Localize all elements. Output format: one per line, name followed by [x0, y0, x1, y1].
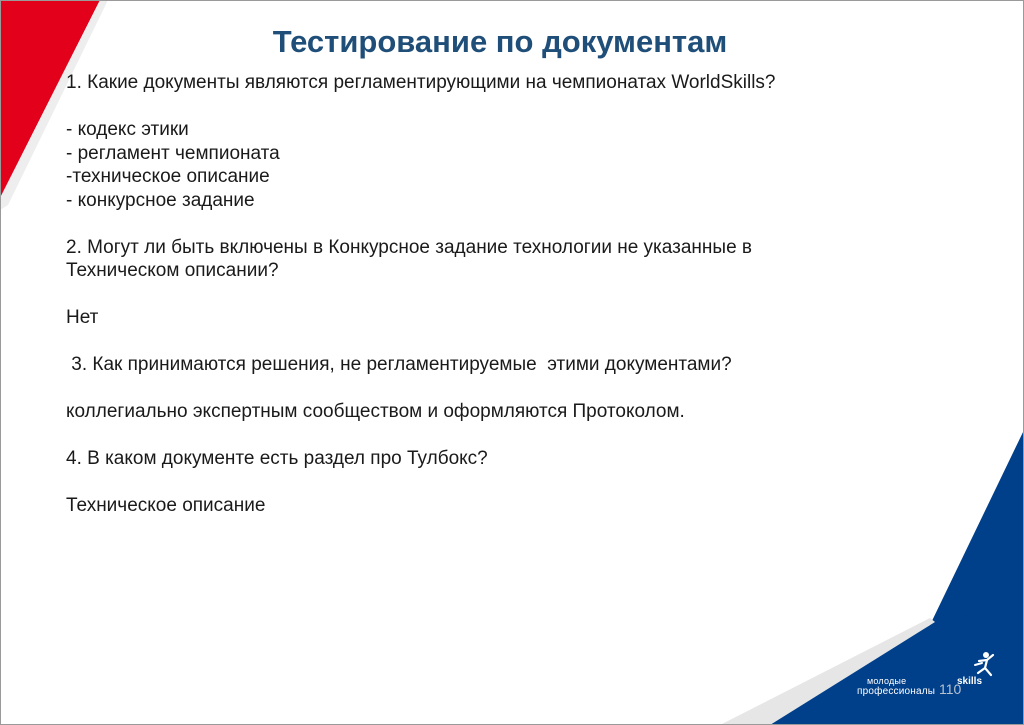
answer-1-item-3: -техническое описание [66, 166, 270, 187]
spacer [66, 95, 946, 119]
worldskills-figure-icon [973, 651, 997, 677]
question-2-line-1: 2. Могут ли быть включены в Конкурсное задание технологии не указанные в [66, 236, 753, 258]
question-4: 4. В каком документе есть раздел про Тулбокс? [66, 448, 488, 469]
spacer [66, 424, 946, 448]
logo-line-2: профессионалы [857, 686, 936, 697]
logo-brand: skills [957, 676, 983, 687]
answer-1-item-2: - регламент чемпионата [66, 142, 280, 164]
answer-1-item-4: - конкурсное задание [66, 189, 255, 211]
logo-line-1: молодые [867, 676, 907, 686]
answer-1-item-1: - кодекс этики [66, 119, 189, 140]
spacer [66, 377, 946, 401]
question-1: 1. Какие документы являются регламентирующими на чемпионатах WorldSkills? [66, 72, 776, 93]
spacer [66, 283, 946, 307]
spacer [66, 330, 946, 354]
answer-2: Нет [66, 307, 99, 328]
answer-3: коллегиально экспертным сообществом и оформляются Протоколом. [66, 401, 685, 422]
question-2-line-2: Техническом описании? [66, 260, 279, 281]
question-3: 3. Как принимаются решения, не регламентируемые этими документами? [66, 354, 732, 375]
answer-4: Техническое описание [66, 495, 266, 516]
slide-title: Тестирование по документам [272, 24, 728, 59]
spacer [66, 212, 946, 236]
spacer [66, 471, 946, 495]
slide-body [66, 71, 946, 518]
worldskills-logo [857, 651, 997, 701]
page-number: 110 [939, 681, 962, 697]
